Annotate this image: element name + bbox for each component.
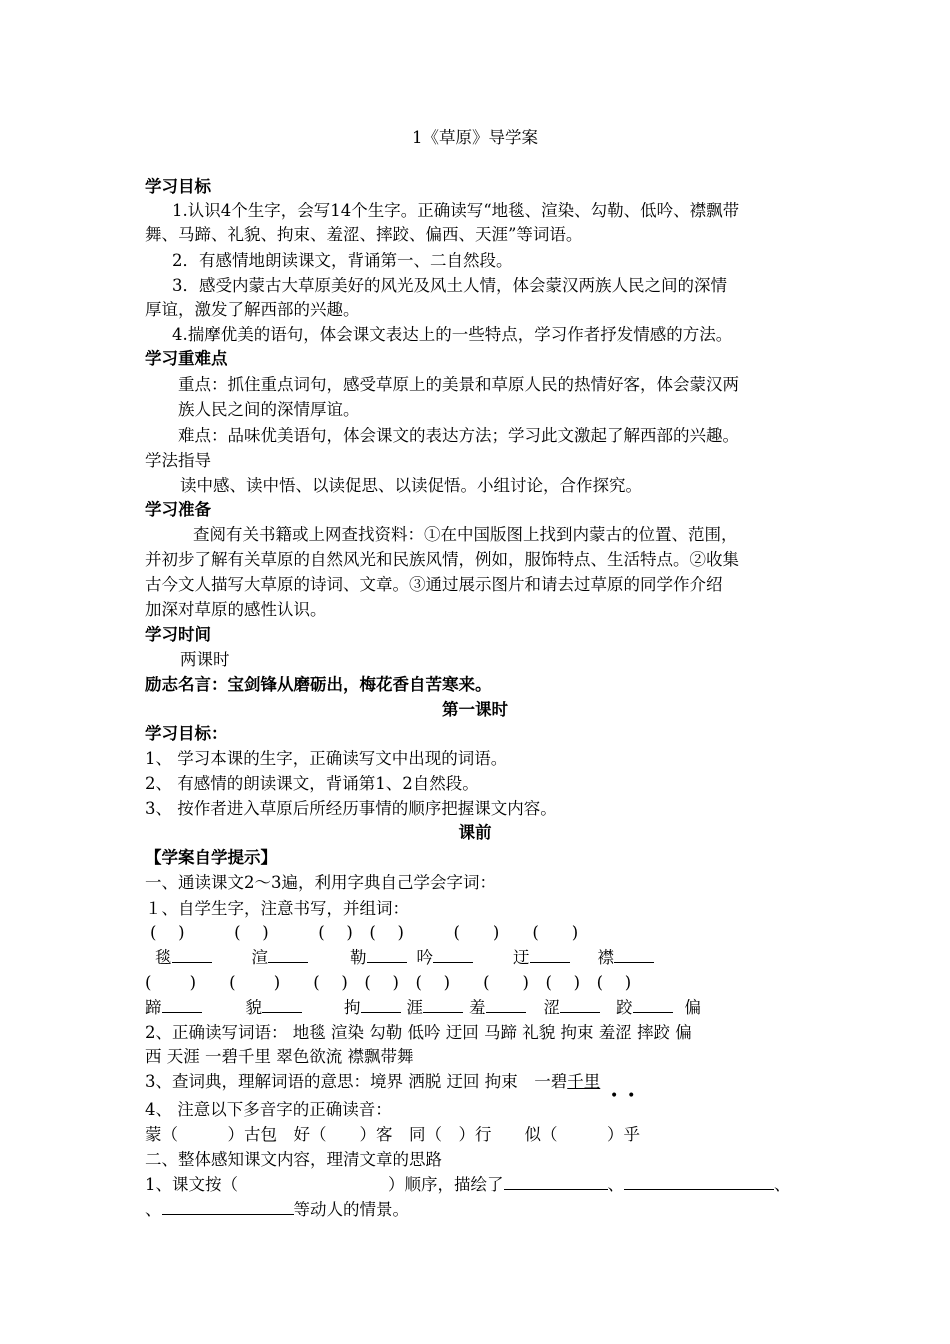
section-1-item-1: １、自学生字，注意书写，并组词： (145, 899, 409, 918)
answer-blank[interactable] (486, 996, 526, 1013)
char-row-2 (145, 996, 701, 1020)
answer-blank[interactable] (162, 996, 202, 1013)
time-heading: 学习时间 (145, 625, 211, 644)
time-text: 两课时 (180, 650, 230, 669)
section-1-item-2a: 2、正确读写词语： 地毯 渲染 勾勒 低吟 迂回 马蹄 礼貌 拘束 羞涩 摔跤 偏 (145, 1023, 692, 1042)
goal-1b: 舞、马蹄、礼貌、拘束、羞涩、摔跤、偏西、天涯”等词语。 (145, 225, 583, 244)
prep-line-3: 古今文人描写大草原的诗词、文章。③通过展示图片和请去过草原的同学作介绍 (145, 575, 723, 594)
item-text-c: 等动人的情景。 (293, 1200, 409, 1219)
char-blank: 渲 (251, 948, 268, 967)
answer-blank[interactable] (433, 946, 473, 963)
lesson1-goal-2: 2、 有感情的朗读课文，背诵第1、2自然段。 (145, 774, 479, 793)
method-heading: 学法指导 (145, 451, 211, 470)
comma-sep: 、 (607, 1175, 624, 1194)
prelesson-heading: 课前 (458, 823, 492, 842)
section-2-title: 二、整体感知课文内容，理清文章的思路 (145, 1150, 442, 1169)
section-1-title: 一、通读课文2～3遍，利用字典自己学会字词： (145, 873, 496, 892)
answer-blank[interactable] (172, 946, 212, 963)
prep-heading: 学习准备 (145, 500, 211, 519)
keypoints-heading: 学习重难点 (145, 349, 228, 368)
lesson1-goal-3: 3、 按作者进入草原后所经历事情的顺序把握课文内容。 (145, 799, 557, 818)
char-blank: 吟 (416, 948, 433, 967)
answer-blank[interactable] (614, 946, 654, 963)
item-text-b: ）顺序，描绘了 (388, 1175, 504, 1194)
char-blank: 蹄 (145, 998, 162, 1017)
goal-3a: 3．感受内蒙古大草原美好的风光及风土人情，体会蒙汉两族人民之间的深情 (172, 276, 727, 295)
section-1-item-4: 4、 注意以下多音字的正确读音： (145, 1100, 392, 1119)
char-blank: 涩 (543, 998, 560, 1017)
comma-sep: 、 (145, 1200, 162, 1219)
char-blank: 襟 (597, 948, 614, 967)
prep-line-2: 并初步了解有关草原的自然风光和民族风情，例如，服饰特点、生活特点。②收集 (145, 550, 739, 569)
char-blank: 貌 (245, 998, 262, 1017)
char-row-1 (155, 946, 654, 970)
answer-blank[interactable] (530, 946, 570, 963)
prep-line-4: 加深对草原的感性认识。 (145, 600, 327, 619)
selfstudy-heading: 【学案自学提示】 (145, 848, 277, 867)
answer-blank[interactable] (633, 996, 673, 1013)
char-blank: 勒 (350, 948, 367, 967)
char-blank: 涯 (406, 998, 423, 1017)
lesson1-goal-1: 1、 学习本课的生字，正确读写文中出现的词语。 (145, 749, 508, 768)
method-text: 读中感、读中悟、以读促思、以读促悟。小组讨论，合作探究。 (180, 476, 642, 495)
char-blank: 迂 (513, 948, 530, 967)
char-blank: 羞 (469, 998, 486, 1017)
key-point-2: 难点：品味优美语句，体会课文的表达方法；学习此文激起了解西部的兴趣。 (178, 426, 739, 445)
paren-row-2: ( ) ( ) ( ) ( ) ( ) ( ) ( ) ( ) (145, 973, 632, 992)
section-1-item-2b: 西 天涯 一碧千里 翠色欲流 襟飘带舞 (145, 1047, 414, 1066)
goal-3b: 厚谊，激发了解西部的兴趣。 (145, 300, 360, 319)
section-1-item-3 (145, 1070, 600, 1094)
key-point-1a: 重点：抓住重点词句，感受草原上的美景和草原人民的热情好客，体会蒙汉两 (178, 375, 739, 394)
answer-blank[interactable] (367, 946, 407, 963)
char-blank: 毯 (155, 948, 172, 967)
answer-blank[interactable] (624, 1173, 774, 1190)
item-text-a: 1、课文按（ (145, 1175, 238, 1194)
answer-blank[interactable] (423, 996, 463, 1013)
answer-blank[interactable] (361, 996, 401, 1013)
goal-2: 2．有感情地朗读课文，背诵第一、二自然段。 (172, 251, 513, 270)
answer-blank[interactable] (162, 1198, 294, 1215)
section-2-item-1 (145, 1173, 791, 1197)
page-title: 1《草原》导学案 (412, 128, 538, 147)
char-blank: 跤 (616, 998, 633, 1017)
motto: 励志名言：宝剑锋从磨砺出，梅花香自苦寒来。 (145, 675, 492, 694)
goal-1a: 1.认识4个生字，会写14个生字。正确读写“地毯、渲染、勾勒、低吟、襟飘带 (172, 201, 740, 220)
answer-blank[interactable] (262, 996, 302, 1013)
prep-line-1: 查阅有关书籍或上网查找资料：①在中国版图上找到内蒙古的位置、范围， (193, 525, 738, 544)
lesson1-goals-heading: 学习目标： (145, 724, 228, 743)
char-blank: 拘 (344, 998, 361, 1017)
char-last: 偏 (684, 998, 701, 1017)
lesson1-heading: 第一课时 (442, 700, 508, 719)
answer-blank[interactable] (268, 946, 308, 963)
key-point-1b: 族人民之间的深情厚谊。 (178, 400, 360, 419)
goal-4: 4.揣摩优美的语句，体会课文表达上的一些特点，学习作者抒发情感的方法。 (172, 325, 733, 344)
polyphone-line: 蒙（ ）古包 好（ ）客 同（ ）行 似（ ）乎 (145, 1125, 640, 1144)
item-3-text: 3、查词典，理解词语的意思：境界 洒脱 迂回 拘束 一碧 (145, 1072, 568, 1091)
comma-sep: 、 (774, 1175, 791, 1194)
section-2-item-1-cont (145, 1198, 409, 1222)
answer-blank[interactable] (504, 1173, 608, 1190)
paren-row-1: ( ) ( ) ( ) ( ) ( ) ( ) (150, 923, 579, 942)
item-3-underlined-word: 千里 (567, 1072, 601, 1091)
answer-blank[interactable] (560, 996, 600, 1013)
goals-heading: 学习目标 (145, 177, 211, 196)
emphasis-dots-icon: • • (610, 1088, 636, 1104)
